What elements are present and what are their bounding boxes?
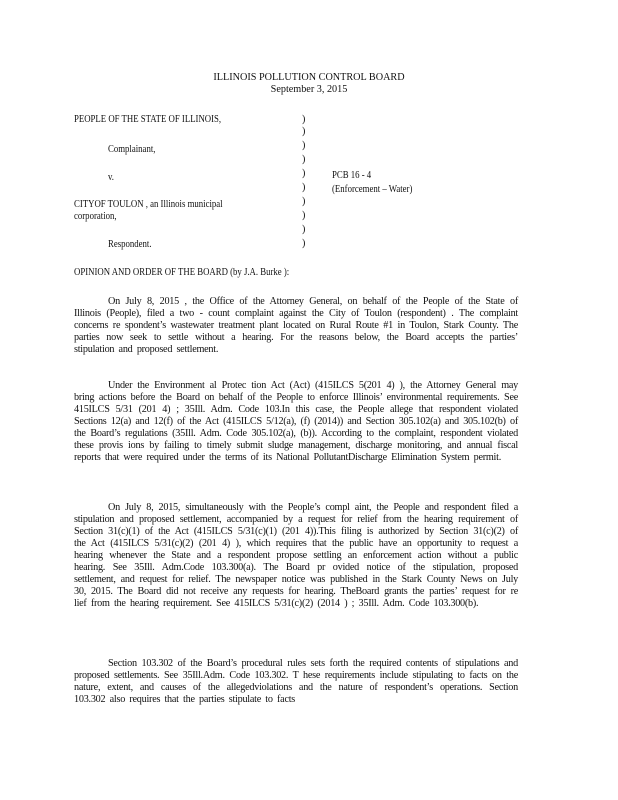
caption-paren: ) [302, 114, 306, 125]
caption-party-toulon: CITYOF TOULON , an Illinois municipal [74, 199, 223, 210]
caption-respondent: Respondent. [108, 239, 152, 250]
caption-party-toulon-line2: corporation, [74, 211, 117, 222]
paragraph: On July 8, 2015, simultaneously with the People’s compl aint, the People and respondent filed a stipulation and proposed settlement, accompanied by a request for relief from the hearing requirement of Section 31(c)(1) of the Act (415ILCS 5/31(c)(1) (201 4)).This filing is authorized by Section 31(c)(2) of the Act (415ILCS 5/31(c)(2) (201 4) ), which requires that the public have an opportunity to request a hearing whenever the State and a respondent propose settling an enforcement action without a public hearing. See 35Ill. Adm.Code 103.300(a). The Board pr ovided notice of the stipulation, proposed settlement, and request for relief. The newspaper notice was published in the Stark County News on July 30, 2015. The Board did not receive any requests for hearing. TheBoard grants the parties’ request for re lief from the hearing requirement. See 415ILCS 5/31(c)(2) (2014 ) ; 35Ill. Adm. Code 103.300(b). [74, 502, 518, 609]
paragraph: On July 8, 2015 , the Office of the Attorney General, on behalf of the People of the State of Illinois (People), filed a two - count complaint against the City of Toulon (respondent) . The complaint concerns re spondent’s wastewater treatment plant located on Rural Route #1 in Toulon, Stark County. The parties now seek to settle without a hearing. For the reasons below, the Board accepts the parties’ stipulation and proposed settlement. [74, 296, 518, 355]
caption-complainant: Complainant, [108, 144, 156, 155]
caption-paren: ) [302, 210, 306, 221]
caption-paren: ) [302, 224, 306, 235]
caption-paren: ) [302, 154, 306, 165]
opinion-heading: OPINION AND ORDER OF THE BOARD (by J.A. Burke ): [74, 267, 290, 278]
paragraph: Under the Environment al Protec tion Act (Act) (415ILCS 5(201 4) ), the Attorney General may bring actions before the Board on behalf of the People to enforce Illinois’ environmental requirements. See 415ILCS 5/31 (201 4) ; 35Ill. Adm. Code 103.In this case, the People allege that respondent violated Sections 12(a) and 12(f) of the Act (415ILCS 5/12(a), (f) (2014)) and Section 305.102(a) and 305.102(b) of the Board’s regulations (35Ill. Adm. Code 305.102(a), (b)). According to the complaint, respondent violated these provis ions by failing to timely submit sludge management, discharge monitoring, and annual fiscal reports that were required under the terms of its National PollutantDischarge Elimination System permit. [74, 380, 518, 463]
caption-paren: ) [302, 140, 306, 151]
paragraph: Section 103.302 of the Board’s procedural rules sets forth the required contents of stipulations and proposed settlements. See 35Ill.Adm. Code 103.302. T hese requirements include stipulating to facts on the nature, extent, and causes of the allegedviolations and the nature of respondent’s operations. Section 103.302 also requires that the parties stipulate to facts [74, 658, 518, 705]
caption-party-people: PEOPLE OF THE STATE OF ILLINOIS, [74, 114, 222, 125]
case-number: PCB 16 - 4 [332, 170, 372, 181]
caption-paren: ) [302, 168, 306, 179]
opinion-date: September 3, 2015 [270, 84, 348, 95]
caption-paren: ) [302, 238, 306, 249]
board-name: ILLINOIS POLLUTION CONTROL BOARD [213, 72, 405, 83]
caption-paren: ) [302, 126, 306, 137]
case-type: (Enforcement – Water) [332, 184, 413, 195]
caption-paren: ) [302, 196, 306, 207]
caption-paren: ) [302, 182, 306, 193]
caption-versus: v. [108, 172, 115, 183]
